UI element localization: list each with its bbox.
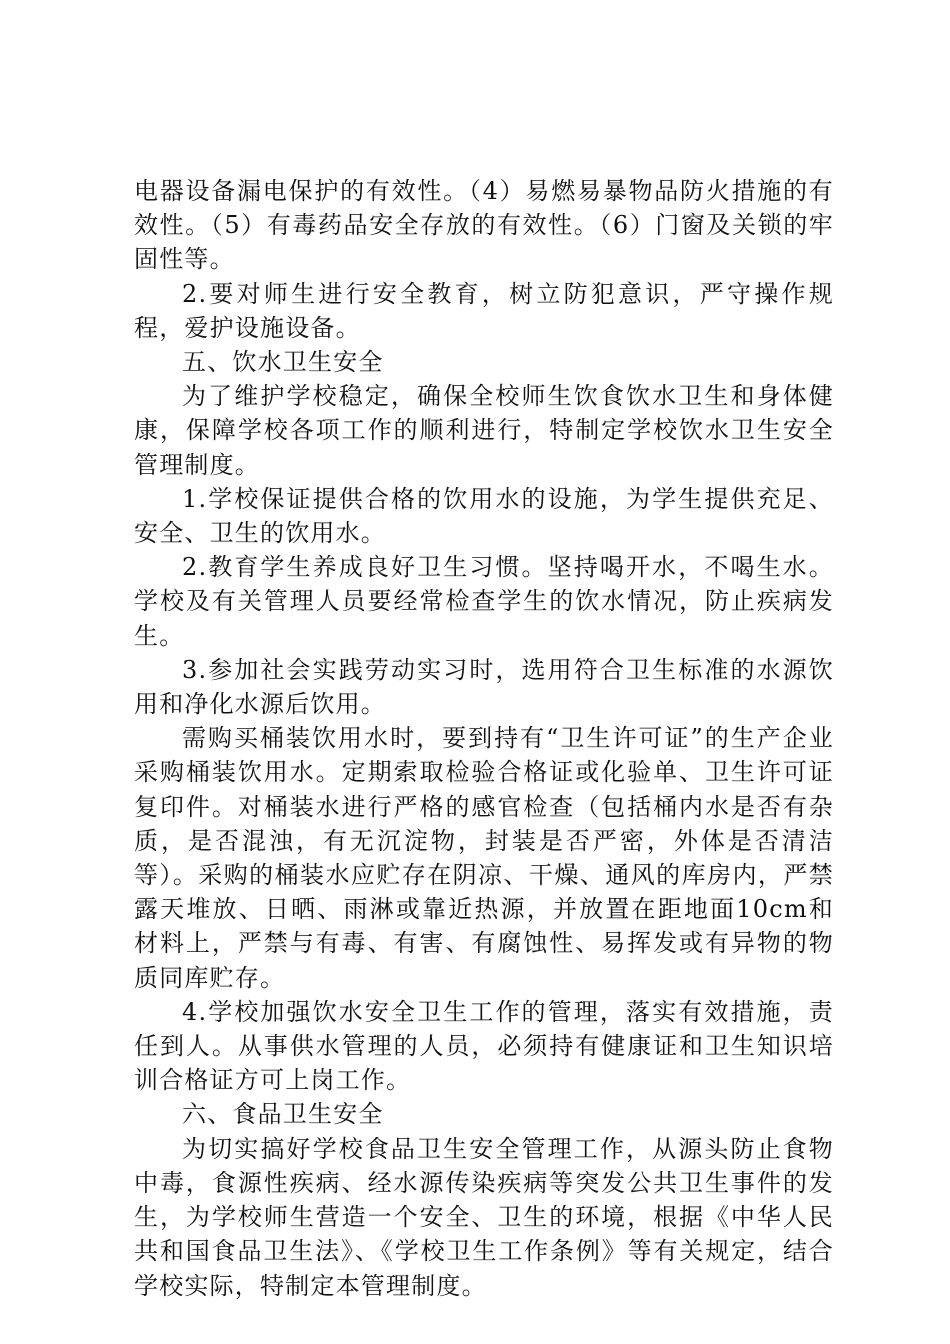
paragraph-water-item-2: 2.教育学生养成良好卫生习惯。坚持喝开水，不喝生水。学校及有关管理人员要经常检查学生的饮水情况，防止疾病发生。 [134, 553, 834, 650]
paragraph-bottled-water: 需购买桶装饮用水时，要到持有“卫生许可证”的生产企业采购桶装饮用水。定期索取检验合格证或化验单、卫生许可证复印件。对桶装水进行严格的感官检查（包括桶内水是否有杂质，是否混浊，有无沉淀物，封装是否严密，外体是否清洁等）。采购的桶装水应贮存在阴凉、干燥、通风的库房内，严禁露天堆放、日晒、雨淋或靠近热源，并放置在距地面10cm和材料上，严禁与有毒、有害、有腐蚀性、易挥发或有异物的物质同库贮存。 [134, 724, 834, 992]
paragraph-water-item-4: 4.学校加强饮水安全卫生工作的管理，落实有效措施，责任到人。从事供水管理的人员，必须持有健康证和卫生知识培训合格证方可上岗工作。 [134, 997, 834, 1095]
section-heading-water-safety: 五、饮水卫生安全 [182, 348, 384, 377]
paragraph-food-intro: 为切实搞好学校食品卫生安全管理工作，从源头防止食物中毒，食源性疾病、经水源传染疾病等突发公共卫生事件的发生，为学校师生营造一个安全、卫生的环境，根据《中华人民共和国食品卫生法》、《学校卫生工作条例》等有关规定，结合学校实际，特制定本管理制度。 [134, 1134, 834, 1300]
paragraph-continued: 电器设备漏电保护的有效性。（4）易燃易暴物品防火措施的有效性。（5）有毒药品安全存放的有效性。（6）门窗及关锁的牢固性等。 [134, 177, 834, 274]
paragraph-safety-education: 2.要对师生进行安全教育，树立防犯意识，严守操作规程，爱护设施设备。 [134, 279, 834, 342]
paragraph-water-intro: 为了维护学校稳定，确保全校师生饮食饮水卫生和身体健康，保障学校各项工作的顺利进行，特制定学校饮水卫生安全管理制度。 [134, 382, 834, 479]
paragraph-water-item-1: 1.学校保证提供合格的饮用水的设施，为学生提供充足、安全、卫生的饮用水。 [134, 484, 834, 548]
paragraph-water-item-3: 3.参加社会实践劳动实习时，选用符合卫生标准的水源饮用和净化水源后饮用。 [134, 655, 834, 719]
document-body [134, 174, 834, 1303]
section-heading-food-safety: 六、食品卫生安全 [182, 1100, 384, 1129]
